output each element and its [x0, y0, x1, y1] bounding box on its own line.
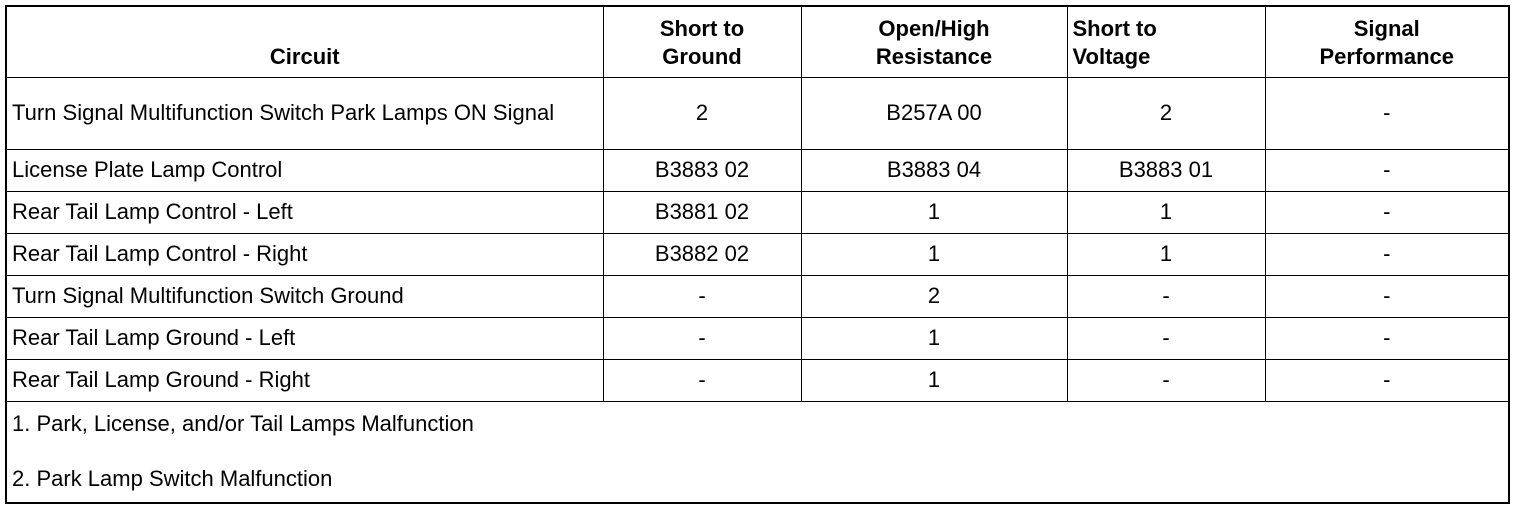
- table-row: [7, 191, 1508, 233]
- notes-row: [7, 401, 1508, 501]
- short-to-ground-cell: B3882 02: [603, 233, 801, 275]
- header-short-to-ground: [603, 7, 801, 77]
- circuit-cell: License Plate Lamp Control: [7, 149, 603, 191]
- signal-performance-cell: -: [1265, 317, 1508, 359]
- header-line: Ground: [662, 43, 742, 69]
- open-high-resistance-cell: 1: [801, 233, 1067, 275]
- header-line: Voltage: [1072, 43, 1151, 69]
- short-to-voltage-cell: 2: [1067, 77, 1265, 149]
- table-row: [7, 359, 1508, 401]
- header-circuit: [7, 7, 603, 77]
- signal-performance-cell: -: [1265, 149, 1508, 191]
- circuit-cell: Rear Tail Lamp Control - Right: [7, 233, 603, 275]
- header-line: Performance: [1319, 43, 1454, 69]
- short-to-ground-cell: -: [603, 317, 801, 359]
- circuit-cell: Turn Signal Multifunction Switch Ground: [7, 275, 603, 317]
- circuit-dtc-table: [7, 7, 1508, 501]
- header-row: [7, 7, 1508, 77]
- header-short-to-voltage: [1067, 7, 1265, 77]
- short-to-voltage-cell: B3883 01: [1067, 149, 1265, 191]
- dtc-table-frame: [5, 5, 1510, 504]
- header-line: Signal: [1353, 15, 1420, 41]
- circuit-cell: Rear Tail Lamp Ground - Left: [7, 317, 603, 359]
- open-high-resistance-cell: 1: [801, 317, 1067, 359]
- header-line: Short to: [1072, 15, 1157, 41]
- table-row: [7, 233, 1508, 275]
- table-row: [7, 77, 1508, 149]
- open-high-resistance-cell: 2: [801, 275, 1067, 317]
- signal-performance-cell: -: [1265, 191, 1508, 233]
- open-high-resistance-cell: 1: [801, 359, 1067, 401]
- short-to-voltage-cell: 1: [1067, 233, 1265, 275]
- circuit-cell: Rear Tail Lamp Control - Left: [7, 191, 603, 233]
- header-signal-performance: [1265, 7, 1508, 77]
- short-to-ground-cell: B3883 02: [603, 149, 801, 191]
- short-to-ground-cell: B3881 02: [603, 191, 801, 233]
- open-high-resistance-cell: B257A 00: [801, 77, 1067, 149]
- footnote-1: 1. Park, License, and/or Tail Lamps Malfunction: [12, 410, 474, 436]
- short-to-voltage-cell: -: [1067, 359, 1265, 401]
- short-to-ground-cell: -: [603, 275, 801, 317]
- circuit-cell: Rear Tail Lamp Ground - Right: [7, 359, 603, 401]
- header-open-high-resistance: [801, 7, 1067, 77]
- header-circuit-line: Circuit: [269, 43, 340, 69]
- open-high-resistance-cell: 1: [801, 191, 1067, 233]
- header-line: Short to: [659, 15, 745, 41]
- short-to-voltage-cell: -: [1067, 317, 1265, 359]
- short-to-voltage-cell: -: [1067, 275, 1265, 317]
- signal-performance-cell: -: [1265, 359, 1508, 401]
- notes-cell: [7, 401, 1508, 501]
- circuit-cell: Turn Signal Multifunction Switch Park Lamps ON Signal: [7, 77, 603, 149]
- signal-performance-cell: -: [1265, 275, 1508, 317]
- open-high-resistance-cell: B3883 04: [801, 149, 1067, 191]
- signal-performance-cell: -: [1265, 77, 1508, 149]
- table-row: [7, 275, 1508, 317]
- header-line: Resistance: [875, 43, 993, 69]
- short-to-ground-cell: -: [603, 359, 801, 401]
- footnote-2: 2. Park Lamp Switch Malfunction: [12, 465, 333, 491]
- table-row: [7, 149, 1508, 191]
- short-to-voltage-cell: 1: [1067, 191, 1265, 233]
- table-row: [7, 317, 1508, 359]
- short-to-ground-cell: 2: [603, 77, 801, 149]
- header-line: Open/High: [878, 15, 990, 41]
- signal-performance-cell: -: [1265, 233, 1508, 275]
